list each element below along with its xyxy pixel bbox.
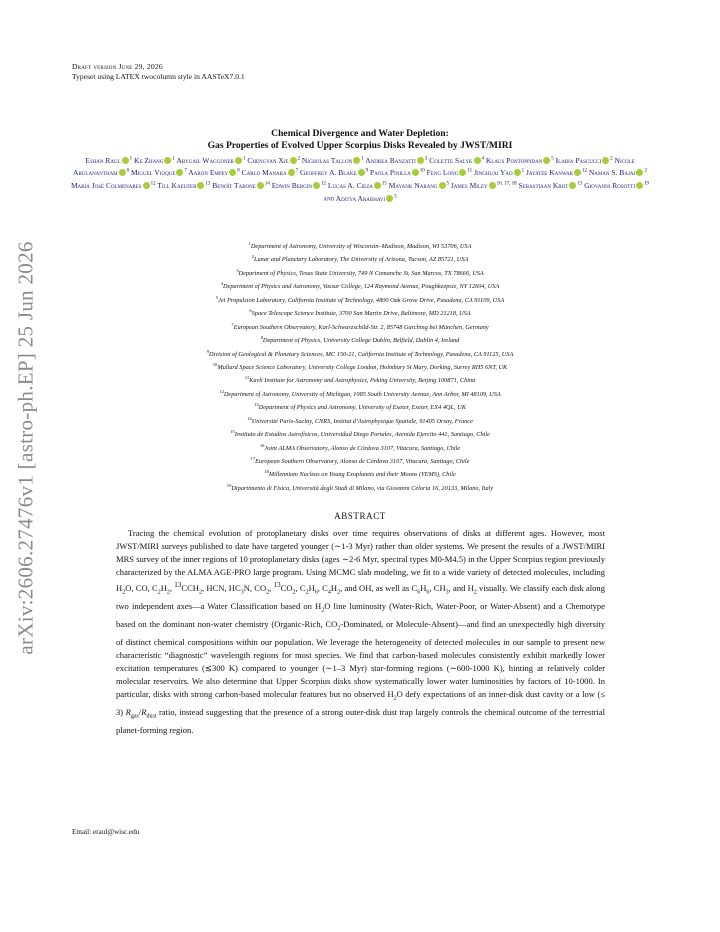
affiliation-line [70,414,650,427]
affiliation-text: Dipartimento di Fisica, Università degli Studi di Milano, via Giovanni Celoria 16, 20133, Milano, Italy [231,484,494,492]
title-line-2: Gas Properties of Evolved Upper Scorpius Disks Revealed by JWST/MIRI [207,140,513,151]
affiliation-number: 1 [248,241,251,246]
affiliation-line [70,387,650,400]
affiliation-line [70,481,650,494]
author-entry [247,156,300,165]
author-entry [365,156,427,165]
affiliation-number: 17 [250,456,256,461]
author-affiliation-number: 1 [129,156,133,161]
author-affiliation-number: 12 [321,181,327,187]
affiliation-number: 4 [220,281,224,287]
author-name[interactable]: Geoffrey A. Blake [299,168,357,178]
orcid-icon[interactable] [235,157,242,164]
orcid-icon[interactable] [386,195,393,202]
paper-title [92,128,628,152]
author-entry [176,156,245,165]
orcid-icon[interactable] [514,169,521,176]
author-entry [134,156,175,165]
draft-version: Draft version June 29, 2026 [72,62,163,71]
author-entry [589,168,647,177]
orcid-icon[interactable] [636,182,643,189]
affiliation-line [70,293,650,306]
author-affiliation-number: 1 [521,168,525,174]
affiliation-number: 3 [236,267,239,273]
orcid-icon[interactable] [229,169,236,176]
author-list: Eshan Raul $^1$ Ke Zhang $^1$ Abygail Waggoner $^1$ Chengyan Xie $^2$ Nicholas Tallon $^1$ Andrea Banzatti $^3$ Colette Salyk $^4$ Klaus Pontoppidan $^5$ Ilaria Pascucci $^2$ Nicole Arulanantham $^6$ Miguel Vioque $^7$ Aaron Empey $^8$ Carlo Manara $^7$ Geoffrey A. Blake $^9$ Paola Pinilla $^{10}$ Feng Long $^{11}$ Jinghuai Yao $^1$ Jayatee Kanwar $^{12}$ Naman S. Bajaj $^2$ María José Colmenares $^{12}$ Till Kaeufer $^{13}$ Benoît Tabone $^{14}$ Edwin Bergin $^{12}$ Lucas A. Cieza $^{15}$ Mayank Narang $^5$ James Miley $^{16, 17, 18}$ Sebastiaan Krijt $^{13}$ Giovanni Rosotti $^{19}$ and Aditya Arabhavi $^5$ [70,155,649,203]
orcid-icon[interactable] [164,157,171,164]
affiliation-text: Department of Physics and Astronomy, University of Exeter, Exeter, EX4 4QL, UK [258,404,466,412]
author-affiliation-number: 12 [581,168,587,174]
author-affiliation-number: 6 [126,168,130,174]
author-affiliation-number: 9 [365,168,369,174]
affiliation-number: 19 [226,482,232,488]
orcid-icon[interactable] [197,182,204,189]
affiliation-number: 18 [264,469,269,475]
affiliation-number: 5 [215,294,219,300]
author-name[interactable]: Ke Zhang [134,155,164,165]
author-entry [427,168,473,177]
author-entry [584,181,649,190]
author-name[interactable]: Giovanni Rosotti [584,180,635,190]
author-name[interactable]: Ilaria Pascucci [555,155,602,165]
author-entry [474,168,524,177]
author-name[interactable]: Naman S. Bajaj [588,168,636,178]
author-affiliation-number: 1 [361,156,364,161]
title-line-1: Chemical Divergence and Water Depletion: [271,128,449,139]
author-affiliation-number: 3 [424,156,428,161]
author-name[interactable]: Edwin Bergin [271,180,313,190]
author-name[interactable]: Mayank Narang [388,180,438,190]
affiliation-number: 15 [230,429,235,435]
author-entry [526,168,587,177]
orcid-icon[interactable] [353,157,360,164]
affiliation-text: Department of Physics and Astronomy, Vassar College, 124 Raymond Avenue, Poughkeepsie, NY 12604, USA [223,283,500,291]
orcid-icon[interactable] [122,157,129,164]
author-affiliation-number: 5 [394,194,397,200]
abstract-paragraph: Tracing the chemical evolution of protoplanetary disks over time requires observations of disks at different ages. However, most JWST/MIRI surveys published to date have targeted younger (∼1-3 Myr) rather than older systems. We present the results of a JWST/MIRI MRS survey of the inner regions of 10 protoplanetary disks (ages ∼2-6 Myr, spectral types M0-M4.5) in the Upper Scorpius region previously characterized by the ALMA AGE-PRO large program. Using MCMC slab modeling, we fit to a wide variety of detected molecules, including $H_2O$, CO, $C_2H_2$, $^{13}CCH_2$, HCN, $HC_3N$, $CO_2$, $^{13}CO_2$, $C_2H_6$, $C_4H_2$, and OH, as well as $C_6H_6$, $CH_3$, and $H_2$ visually. We classify each disk along two independent axes—a Water Classification based on $H_2O$ line luminosity (Water-Rich, Water-Poor, or Water-Absent) and a Chemotype based on the dominant non-water chemistry (Organic-Rich, $CO_2$-Dominated, or Molecule-Absent)—and find an unexpectedly high diversity of distinct chemical compositions within our population. We leverage the heterogeneity of detected molecules in our sample to present new characteristic “diagnostic” wavelength regions for most species. We find that carbon-based molecules consistently exhibit markedly lower excitation temperatures (≲300 K) compared to younger (∼1–3 Myr) star-forming regions (∼600-1000 K), hinting at relatively colder molecular reservoirs. We also determine that Upper Scorpius disks show systematically lower water luminosities by factors of 10-1000. In particular, disks with strong carbon-based molecular features but no observed $H_2O$ defy expectations of an inner-disk dust cavity or a low (≤ 3) $R_{gas}/R_{dust}$ ratio, instead suggesting that the presence of a strong outer-disk dust trap largely controls the chemical outcome of the terrestrial planet-forming region. [116,528,606,735]
author-entry [71,181,156,190]
author-affiliation-number: 13 [577,181,583,187]
author-entry [486,156,554,165]
author-name[interactable]: Till Kaeufer [157,180,197,190]
affiliation-line [70,239,650,252]
author-name[interactable]: Carlo Manara [241,168,287,178]
author-name[interactable]: Eshan Raul [85,155,121,165]
orcid-icon[interactable] [412,169,419,176]
orcid-icon[interactable] [358,169,365,176]
author-name[interactable]: Chengyan Xie [247,155,289,165]
author-name[interactable]: Abygail Waggoner [176,155,234,165]
arxiv-stamp-text: arXiv:2606.27476v1 [astro-ph.EP] 25 Jun 2026 [13,241,38,655]
affiliation-text: Joint ALMA Observatory, Alonso de Córdova 3107, Vitacura, Santiago, Chile [264,444,461,452]
orcid-icon[interactable] [543,157,550,164]
author-entry [336,194,397,203]
affiliation-number: 12 [219,388,224,394]
affiliation-line [70,467,650,480]
author-entry [556,156,613,165]
author-entry [389,181,449,190]
affiliation-line [70,373,650,386]
author-entry [519,181,583,190]
affiliation-number: 13 [254,402,259,408]
author-name[interactable]: Benoît Tabone [212,180,256,190]
orcid-icon[interactable] [574,169,581,176]
author-name[interactable]: Nicole Arulanantham [73,155,635,178]
affiliation-line [70,320,650,333]
affiliation-text: Jet Propulsion Laboratory, California Institute of Technology, 4800 Oak Grove Drive, Pasadena, CA 91109, USA [218,296,505,304]
orcid-icon[interactable] [290,157,297,164]
orcid-icon[interactable] [439,182,446,189]
affiliation-number: 8 [260,335,263,341]
affiliation-number: 2 [251,254,254,260]
author-name[interactable]: Jinghuai Yao [474,168,513,178]
author-entry [272,181,326,190]
orcid-icon[interactable] [636,169,643,176]
orcid-icon[interactable] [288,169,295,176]
arxiv-stamp [8,238,44,658]
author-name[interactable]: Feng Long [426,168,459,178]
affiliation-line [70,333,650,346]
author-affiliation-number: 7 [184,168,187,174]
affiliation-text: Department of Physics, University College Dublin, Belfield, Dublin 4, Ireland [262,337,460,345]
author-name[interactable]: Colette Salyk [429,155,473,165]
author-affiliation-number: 12 [150,181,156,187]
author-entry [302,156,364,165]
affiliation-line [70,360,650,373]
author-name[interactable]: Nicholas Tallon [301,155,353,165]
affiliation-text: Department of Astronomy, University of Michigan, 1085 South University Avenue, Ann Arbor, MI 48109, USA [223,390,501,398]
author-affiliation-number: 13 [205,181,211,187]
author-affiliation-number: 8 [237,168,240,174]
author-affiliation-number: 4 [481,156,485,161]
author-entry [242,168,298,177]
affiliation-line [70,279,650,292]
author-affiliation-number: 2 [644,168,647,174]
orcid-icon[interactable] [417,157,424,164]
orcid-icon[interactable] [474,157,481,164]
author-name[interactable]: Aditya Arabhavi [335,193,386,203]
affiliation-text: Université Paris-Saclay, CNRS, Institut d’Astrophysique Spatiale, 91405 Orsay, France [251,417,473,425]
orcid-icon[interactable] [313,182,320,189]
affiliation-line [70,266,650,279]
author-affiliation-number: 10 [419,168,425,174]
author-name[interactable]: Andrea Banzatti [365,155,416,165]
abstract-heading: ABSTRACT [334,511,386,521]
abstract-body [116,527,605,737]
orcid-icon[interactable] [489,182,496,189]
author-name[interactable]: Aaron Empey [188,168,229,178]
affiliation-number: 9 [206,348,210,354]
affiliation-list [70,239,650,494]
author-entry [429,156,484,165]
affiliation-text: Instituto de Estudios Astrofísicos, Universidad Diego Portales, Avenida Ejercito 441, Santiago, Chile [234,431,490,439]
author-name[interactable]: Jayatee Kanwar [525,168,573,178]
author-entry [212,181,270,190]
affiliation-text: Department of Astronomy, University of Wisconsin–Madison, Madison, WI 53706, USA [250,243,472,251]
author-entry [131,168,187,177]
author-affiliation-number: 1 [172,156,175,161]
orcid-icon[interactable] [459,169,466,176]
orcid-icon[interactable] [602,157,609,164]
affiliation-line [70,306,650,319]
affiliation-line [70,252,650,265]
affiliation-line [70,454,650,467]
author-name[interactable]: Paola Pinilla [369,168,411,178]
author-entry [451,181,517,190]
affiliation-text: Kavli Institute for Astronomy and Astrophysics, Peking University, Beijing 100871, China [249,377,476,385]
affiliation-text: European Southern Observatory, Karl-Schwarzschild-Str. 2, 85748 Garching bei München, Germany [233,323,489,331]
author-affiliation-number: 11 [467,168,473,174]
author-name[interactable]: Sebastiaan Krijt [518,180,569,190]
author-name[interactable]: James Miley [450,180,488,190]
author-affiliation-number: 2 [297,156,301,161]
affiliation-text: Department of Physics, Texas State University, 749 N Comanche St, San Marcos, TX 78666, USA [238,269,484,277]
orcid-icon[interactable] [176,169,183,176]
author-affiliation-number: 19 [644,181,649,187]
author-affiliation-number: 15 [381,181,387,187]
author-entry [300,168,368,177]
author-affiliation-number: 5 [551,156,554,161]
orcid-icon[interactable] [569,182,576,189]
author-affiliation-number: 7 [295,168,299,174]
affiliation-number: 14 [247,415,252,421]
affiliation-line [70,347,650,360]
affiliation-text: Division of Geological & Planetary Sciences, MC 150-21, California Institute of Technology, Pasadena, CA 91125, USA [209,350,514,358]
affiliation-number: 16 [259,442,265,448]
affiliation-line [70,441,650,454]
orcid-icon[interactable] [143,182,150,189]
typeset-note: Typeset using LATEX twocolumn style in AASTeX7.0.1 [72,72,245,81]
author-name[interactable]: María José Colmenares [70,180,142,190]
author-affiliation-number: 14 [264,181,270,187]
author-affiliation-number: 16, 17, 18 [496,181,517,187]
affiliation-text: Space Telescope Science Institute, 3700 San Martin Drive, Baltimore, MD 21218, USA [251,310,471,318]
author-name[interactable]: Lucas A. Cieza [327,180,373,190]
affiliation-text: Mullard Space Science Laboratory, University College London, Holmbury St Mary, Dorking, Surrey RH5 6NT, UK [217,364,508,372]
author-affiliation-number: 1 [242,156,246,161]
affiliation-text: Lunar and Planetary Laboratory, The University of Arizona, Tucson, AZ 85721, USA [253,256,469,264]
affiliation-number: 7 [231,321,234,327]
affiliation-text: European Southern Observatory, Alonso de Córdova 3107, Vitacura, Santiago, Chile [255,458,470,466]
orcid-icon[interactable] [119,169,126,176]
author-entry [370,168,425,177]
affiliation-number: 10 [212,361,218,367]
author-name[interactable]: Miguel Vioque [131,168,176,178]
author-name[interactable]: Klaus Pontoppidan [485,155,543,165]
affiliation-line [70,400,650,413]
author-entry [85,156,132,165]
author-affiliation-number: 2 [610,156,613,161]
affiliation-number: 6 [249,308,252,314]
affiliation-number: 11 [244,375,250,381]
orcid-icon[interactable] [374,182,381,189]
affiliation-text: Millennium Nucleus on Young Exoplanets and their Moons (YEMS), Chile [268,471,456,479]
corresponding-email[interactable]: Email: eraul@wisc.edu [72,828,140,836]
orcid-icon[interactable] [257,182,264,189]
running-header [72,62,245,82]
author-entry [188,168,239,177]
author-entry [328,181,387,190]
author-entry [157,181,210,190]
author-affiliation-number: 5 [446,181,450,187]
affiliation-line [70,427,650,440]
